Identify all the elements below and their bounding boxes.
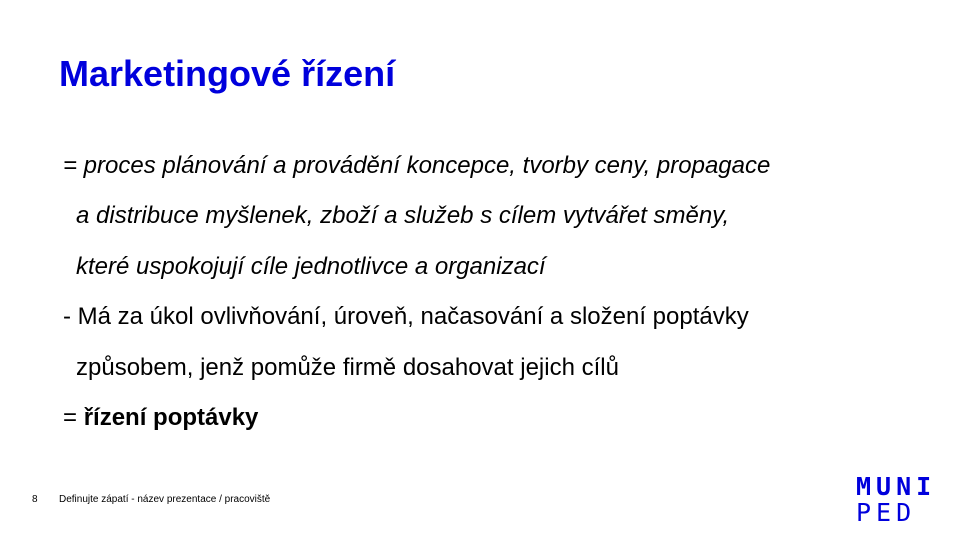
definition-line-3: které uspokojují cíle jednotlivce a organizací: [76, 253, 546, 280]
conclusion-prefix: =: [63, 404, 84, 431]
slide-title: Marketingové řízení: [59, 53, 396, 94]
task-line-2: způsobem, jenž pomůže firmě dosahovat jejich cílů: [76, 354, 619, 381]
logo-ped-text: PED: [856, 498, 917, 527]
footer-text: Definujte zápatí - název prezentace / pracoviště: [59, 494, 271, 505]
definition-line-1: = proces plánování a provádění koncepce, tvorby ceny, propagace: [63, 152, 771, 179]
task-line-1: - Má za úkol ovlivňování, úroveň, načasování a složení poptávky: [63, 303, 749, 330]
conclusion-line: [63, 403, 258, 433]
definition-line-2: a distribuce myšlenek, zboží a služeb s cílem vytvářet směny,: [76, 202, 730, 229]
conclusion-emphasis: řízení poptávky: [83, 404, 259, 431]
logo-muni-text: MUNI: [856, 472, 937, 501]
slide-number: 8: [32, 494, 38, 505]
muni-ped-logo: [856, 474, 936, 526]
